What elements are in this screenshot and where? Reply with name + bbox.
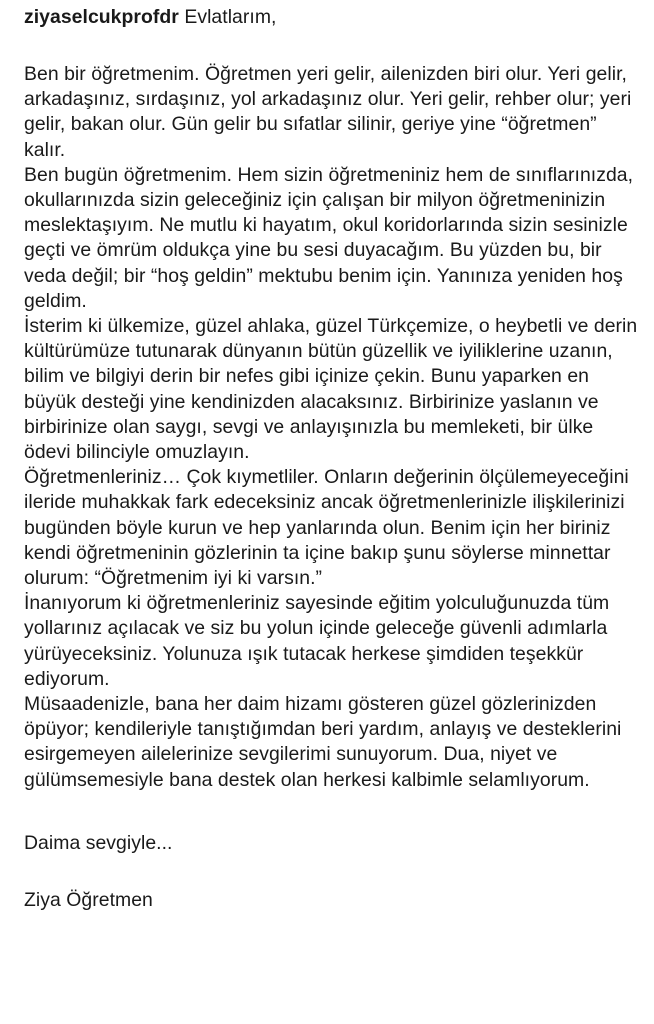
closing-line: Daima sevgiyle... xyxy=(24,831,173,854)
paragraph-6: Müsaadenizle, bana her daim hizamı gösteren güzel gözlerinizden öpüyor; kendileriyle tanıştığımdan beri yardım, anlayış ve desteklerini esirgemeyen ailelerinize sevgilerimi sunuyorum. Dua, niyet ve gülümsemesiyle bana destek olan herkesi kalbimle selamlıyorum. xyxy=(24,693,622,791)
signature: Ziya Öğretmen xyxy=(24,889,153,912)
paragraph-5: İnanıyorum ki öğretmenleriniz sayesinde eğitim yolculuğunuzda tüm yollarınız açılacak ve siz bu yolun içinde geleceğe güvenli adımlarla yürüyeceksiniz. Yolunuza ışık tutacak herkese şimdiden teşekkür ediyorum. xyxy=(24,592,610,690)
paragraph-2: Ben bugün öğretmenim. Hem sizin öğretmeniniz hem de sınıflarınızda, okullarınızda sizin geleceğiniz için çalışan bir milyon öğretmeninizin meslektaşıyım. Ne mutlu ki hayatım, okul koridorlarında sizin sesinizle geçti ve ömrüm oldukça yine bu sesi duyacağım. Bu yüzden bu, bir veda değil; bir “hoş geldin” mektubu benim için. Yanınıza yeniden hoş geldim. xyxy=(24,163,634,312)
paragraph-4: Öğretmenleriniz… Çok kıymetliler. Onların değerinin ölçülemeyeceğini ileride muhakkak fark edeceksiniz ancak öğretmenlerinizle ilişkilerinizi bugünden böyle kurun ve hep yanlarında olun. Benim için her biriniz kendi öğretmeninin gözlerinin ta içine bakıp şunu söylerse minnettar olurum: “Öğretmenim iyi ki varsın.” xyxy=(24,466,629,590)
caption-header xyxy=(24,0,642,32)
paragraph-3: İsterim ki ülkemize, güzel ahlaka, güzel Türkçemize, o heybetli ve derin kültürümüze tutunarak dünyanın bütün güzellik ve iyiliklerine uzanın, bilim ve bilgiyi derin bir nefes gibi içinize çekin. Bunu yaparken en büyük desteği yine kendinizden alacaksınız. Birbirinize yaslanın ve birbirinize olan saygı, sevgi ve anlayışınızla bu memleketi, bir ülke ödevi bilinciyle omuzlayın. xyxy=(24,315,638,464)
post-caption xyxy=(24,0,642,913)
greeting-text: Evlatlarım, xyxy=(184,6,277,28)
paragraph-1: Ben bir öğretmenim. Öğretmen yeri gelir, ailenizden biri olur. Yeri gelir, arkadaşınız, sırdaşınız, yol arkadaşınız olur. Yeri gelir, rehber olur; yeri gelir, bakan olur. Gün gelir bu sıfatlar silinir, geriye yine “öğretmen” kalır. xyxy=(24,63,632,161)
username-link[interactable]: ziyaselcukprofdr xyxy=(24,6,179,28)
